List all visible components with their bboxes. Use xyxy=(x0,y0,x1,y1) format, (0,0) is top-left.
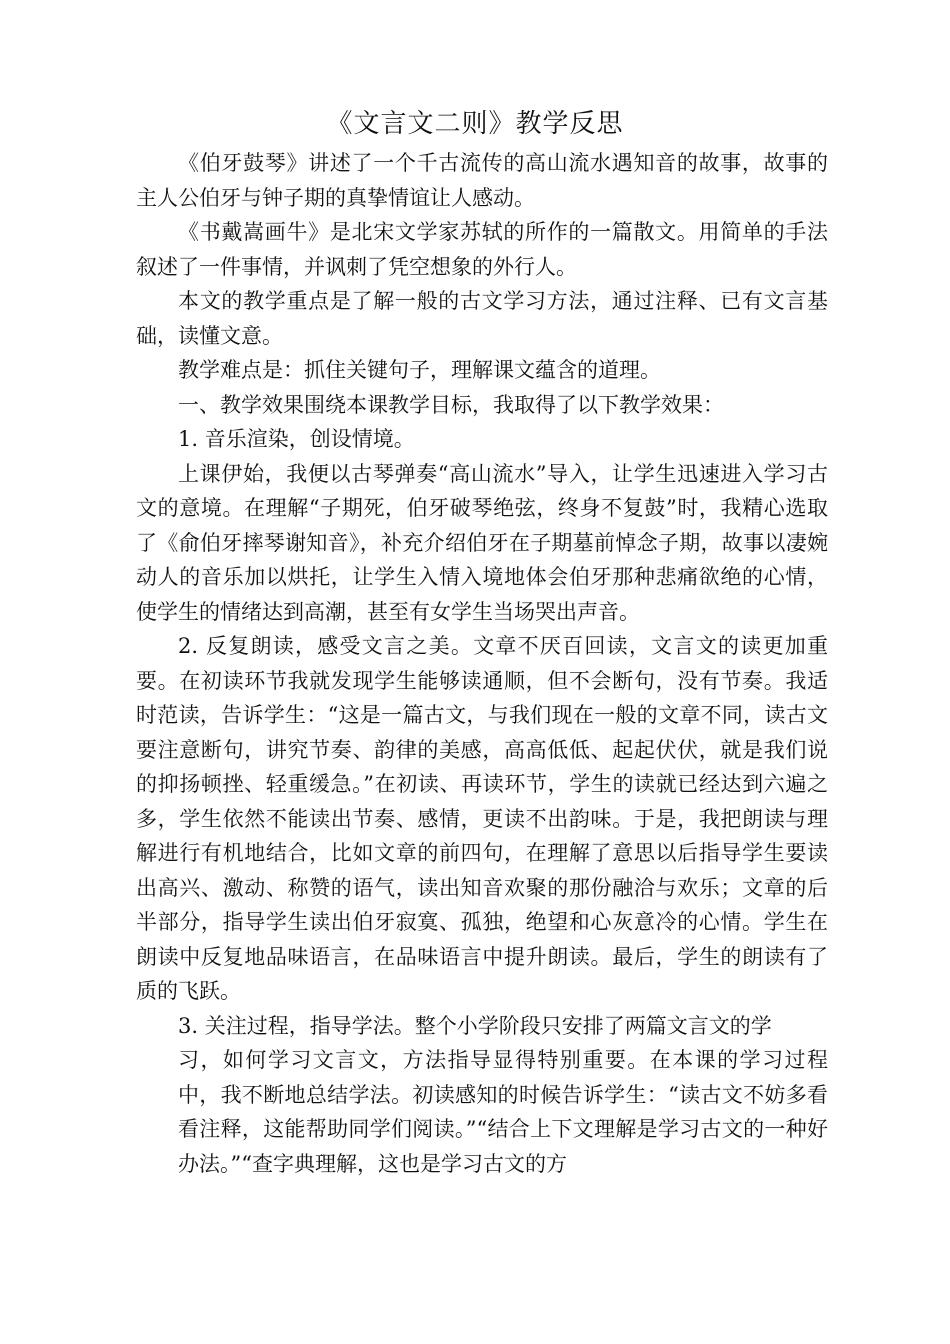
document-body xyxy=(136,146,828,1181)
point-1-heading: 1. 音乐渲染，创设情境。 xyxy=(178,427,415,451)
paragraph-teaching-difficulty: 教学难点是：抓住关键句子，理解课文蕴含的道理。 xyxy=(178,358,661,382)
paragraph-daisong-intro: 《书戴嵩画牛》是北宋文学家苏轼的所作的一篇散文。用简单的手法叙述了一件事情，并讽刺了凭空想象的外行人。 xyxy=(136,220,828,279)
point-3-first-line: 3. 关注过程，指导学法。整个小学阶段只安排了两篇文言文的学 xyxy=(178,1013,772,1038)
document-title: 《文言文二则》教学反思 xyxy=(326,109,624,139)
paragraph-music-situation: 上课伊始，我便以古琴弹奏“高山流水”导入，让学生迅速进入学习古文的意境。在理解“子期死，伯牙破琴绝弦，终身不复鼓”时，我精心选取了《俞伯牙摔琴谢知音》，补充介绍伯牙在子期墓前悼念子期，故事以凄婉动人的音乐加以烘托，让学生入情入境地体会伯牙那种悲痛欲绝的心情，使学生的情绪达到高潮，甚至有女学生当场哭出声音。 xyxy=(136,461,828,624)
paragraph-boya-intro: 《伯牙鼓琴》讲述了一个千古流传的高山流水遇知音的故事，故事的主人公伯牙与钟子期的真挚情谊让人感动。 xyxy=(136,151,828,210)
paragraph-teaching-focus: 本文的教学重点是了解一般的古文学习方法，通过注释、已有文言基础，读懂文意。 xyxy=(136,289,828,348)
section-heading-effects: 一、教学效果围绕本课教学目标，我取得了以下教学效果： xyxy=(178,392,724,417)
paragraph-learning-methods: 习，如何学习文言文，方法指导显得特别重要。在本课的学习过程中，我不断地总结学法。初读感知的时候告诉学生：“读古文不妨多看看注释，这能帮助同学们阅读。”“结合上下文理解是学习古文的一种好办法。”“查字典理解，这也是学习古文的方 xyxy=(178,1048,828,1176)
paragraph-repeated-reading: 2. 反复朗读，感受文言之美。文章不厌百回读，文言文的读更加重要。在初读环节我就发现学生能够读通顺，但不会断句，没有节奏。我适时范读，告诉学生：“这是一篇古文，与我们现在一般的文章不同，读古文要注意断句，讲究节奏、韵律的美感，高高低低、起起伏伏，就是我们说的抑扬顿挫、轻重缓急。”在初读、再读环节，学生的读就已经达到六遍之多，学生依然不能读出节奏、感情，更读不出韵味。于是，我把朗读与理解进行有机地结合，比如文章的前四句，在理解了意思以后指导学生要读出高兴、激动、称赞的语气，读出知音欢聚的那份融洽与欢乐；文章的后半部分，指导学生读出伯牙寂寞、孤独，绝望和心灰意冷的心情。学生在朗读中反复地品味语言，在品味语言中提升朗读。最后，学生的朗读有了质的飞跃。 xyxy=(136,634,828,1003)
